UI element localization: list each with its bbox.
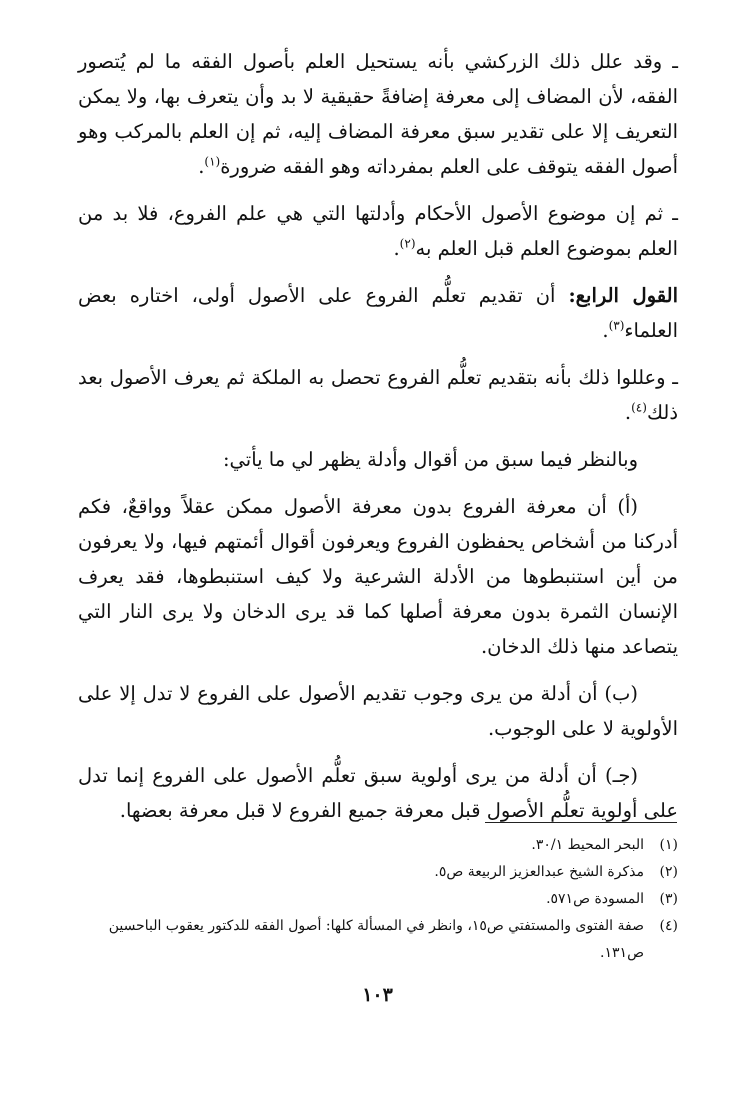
footnote-ref-1: (١) [204, 154, 221, 169]
paragraph-text: (ب) أن أدلة من يرى وجوب تقديم الأصول على الفروع لا تدل إلا على الأولوية لا على الوجوب. [78, 682, 678, 740]
footnote-separator [485, 822, 677, 823]
paragraph-text: ـ وقد علل ذلك الزركشي بأنه يستحيل العلم بأصول الفقه ما لم يُتصور الفقه، لأن المضاف إلى معرفة إضافةً حقيقية لا بد وأن يتعرف بها، ولا يمكن التعريف إلا على تقدير سبق معرفة المضاف إليه، ثم إن العلم بالمركب وهو أصول الفقه يتوقف على العلم بمفرداته وهو الفقه ضرورة [78, 50, 678, 178]
footnotes [78, 832, 678, 967]
footnote-number: (٢) [659, 864, 678, 880]
footnote-2 [78, 859, 678, 886]
paragraph-text: (أ) أن معرفة الفروع بدون معرفة الأصول ممكن عقلاً وواقعٌ، فكم أدركنا من أشخاص يحفظون الفروع ويعرفون أقوال أئمتهم فيها، ولا يعرفون من أين استنبطوها من الأدلة الشرعية ولا كيف استنبطوها، فقد يعرف الإنسان الثمرة بدون معرفة أصلها كما قد يرى الدخان ولا يرى النار التي يتصاعد منها ذلك الدخان. [78, 495, 678, 658]
footnote-1 [78, 832, 678, 859]
paragraph-text: (جـ) أن أدلة من يرى أولوية سبق تعلُّم الأصول على الفروع إنما تدل على أولوية تعلُّم الأصول قبل معرفة جميع الفروع لا قبل معرفة بعضها. [78, 764, 678, 822]
page-number: ١٠٣ [362, 984, 393, 1006]
footnote-text: المسودة ص٥٧١. [546, 891, 644, 907]
footnote-text: مذكرة الشيخ عبدالعزيز الربيعة ص٥. [434, 864, 644, 880]
footnote-ref-2: (٢) [399, 236, 416, 251]
paragraph-tail: . [624, 401, 632, 424]
paragraph-point-b [78, 676, 678, 746]
footnote-text: البحر المحيط ٣٠/١. [531, 837, 644, 853]
paragraph-point-c [78, 758, 678, 828]
paragraph-text: ـ ثم إن موضوع الأصول الأحكام وأدلتها التي هي علم الفروع، فلا بد من العلم بموضوع العلم قبل العلم به [78, 202, 678, 260]
paragraph-point-a [78, 489, 678, 664]
footnote-3 [78, 886, 678, 913]
footnote-number: (٣) [659, 891, 678, 907]
footnote-number: (٤) [659, 918, 678, 934]
paragraph-text: أن تقديم تعلُّم الفروع على الأصول أولى، اختاره بعض العلماء [78, 284, 678, 342]
paragraph-text: ـ وعللوا ذلك بأنه بتقديم تعلُّم الفروع تحصل به الملكة ثم يعرف الأصول بعد ذلك [78, 366, 678, 424]
footnote-4 [78, 913, 678, 967]
footnote-ref-3: (٣) [608, 318, 625, 333]
paragraph-fourth-opinion [78, 278, 678, 348]
page-body [78, 44, 678, 840]
paragraph-conclusion-intro [78, 442, 678, 477]
footnote-text: صفة الفتوى والمستفتي ص١٥، وانظر في المسألة كلها: أصول الفقه للدكتور يعقوب الباحسين ص١٣١. [108, 918, 644, 961]
paragraph-tail: . [393, 237, 400, 260]
footnote-ref-4: (٤) [631, 400, 647, 415]
paragraph-text: وبالنظر فيما سبق من أقوال وأدلة يظهر لي ما يأتي: [222, 448, 638, 471]
paragraph-reasoning-furu [78, 360, 678, 430]
paragraph-subject-of-usul [78, 196, 678, 266]
fourth-opinion-heading: القول الرابع: [568, 284, 679, 307]
paragraph-tail: . [198, 155, 205, 178]
footnote-number: (١) [659, 837, 678, 853]
paragraph-tail: . [602, 319, 609, 342]
paragraph-zarkashi-reasoning [78, 44, 678, 184]
